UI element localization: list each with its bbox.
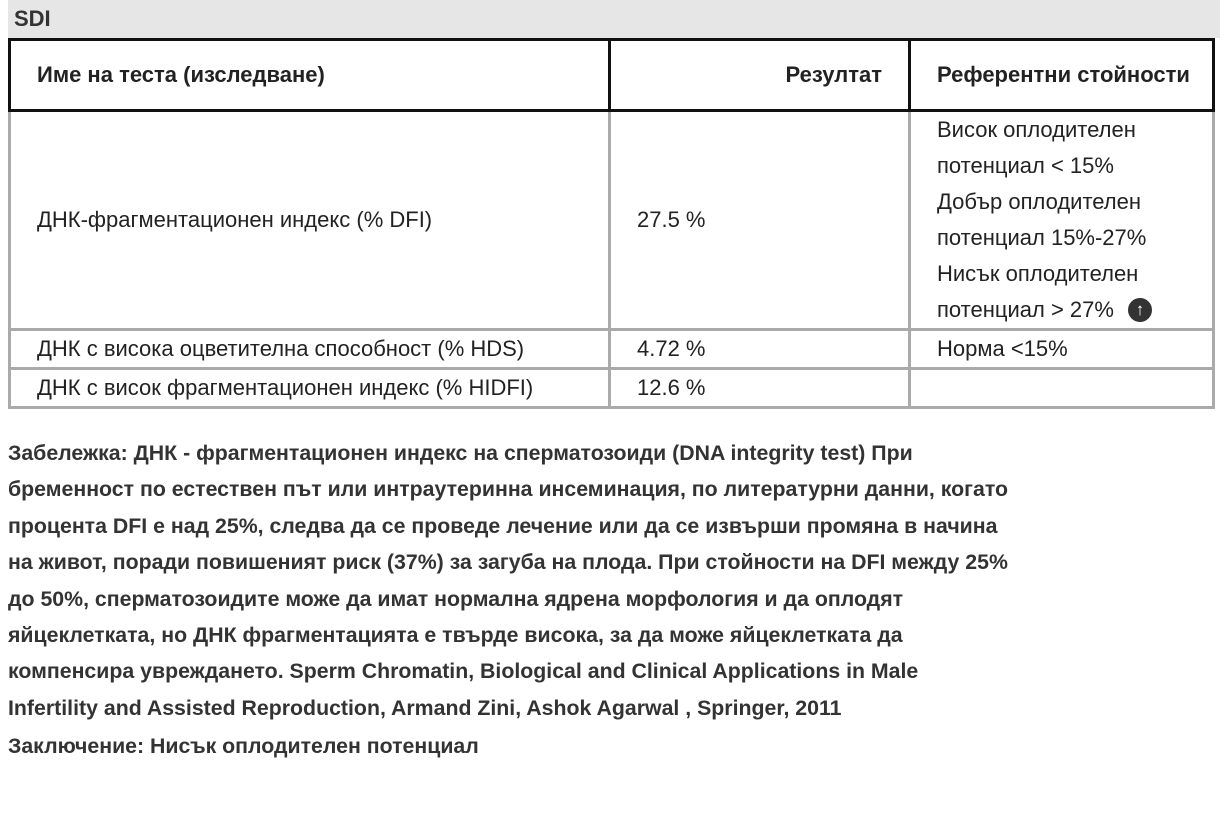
note-line: на живот, поради повишеният риск (37%) за загуба на плода. При стойности на DFI между 25% [8,550,1008,575]
header-test-name: Име на теста (изследване) [10,40,610,111]
test-result: 27.5 % [610,111,910,330]
reference-line: Висок оплодителен потенциал < 15% [937,117,1136,178]
reference-values: Норма <15% [910,330,1214,369]
test-result: 12.6 % [610,369,910,408]
test-name: ДНК с висока оцветителна способност (% HDS) [10,330,610,369]
header-reference: Референтни стойности [910,40,1214,111]
table-header-row [10,40,1214,111]
table-row [10,330,1214,369]
note-line: компенсира увреждането. Sperm Chromatin, Biological and Clinical Applications in Male [8,659,919,684]
test-result: 4.72 % [610,330,910,369]
section-header [8,0,1220,38]
reference-values [910,111,1214,330]
test-name: ДНК с висок фрагментационен индекс (% HIDFI) [10,369,610,408]
section-title: SDI [14,6,51,31]
note-line: Забележка: ДНК - фрагментационен индекс на сперматозоиди (DNA integrity test) При [8,441,913,465]
reference-line: Добър оплодителен потенциал 15%-27% [937,189,1147,250]
note [8,435,1223,726]
arrow-up-icon: ↑ [1128,298,1152,322]
note-line: процента DFI е над 25%, следва да се проведе лечение или да се извърши промяна в начина [8,513,998,538]
conclusion: Заключение: Нисък оплодителен потенциал [8,734,479,759]
note-line: яйцеклетката, но ДНК фрагментацията е твърде висока, за да може яйцеклетката да [8,623,903,648]
table-row [10,369,1214,408]
reference-line [937,256,1202,328]
table-row [10,111,1214,330]
note-line: бременност по естествен път или интраутеринна инсеминация, по литературни данни, когато [8,477,1009,502]
header-result: Резултат [610,40,910,111]
test-name: ДНК-фрагментационен индекс (% DFI) [10,111,610,330]
reference-values [910,369,1214,408]
reference-text: Нисък оплодителен потенциал > 27% [937,261,1139,322]
note-line: Infertility and Assisted Reproduction, Armand Zini, Ashok Agarwal , Springer, 2011 [8,695,842,720]
note-line: до 50%, сперматозоидите може да имат нормална ядрена морфология и да оплодят [8,586,904,611]
results-table [8,38,1215,409]
